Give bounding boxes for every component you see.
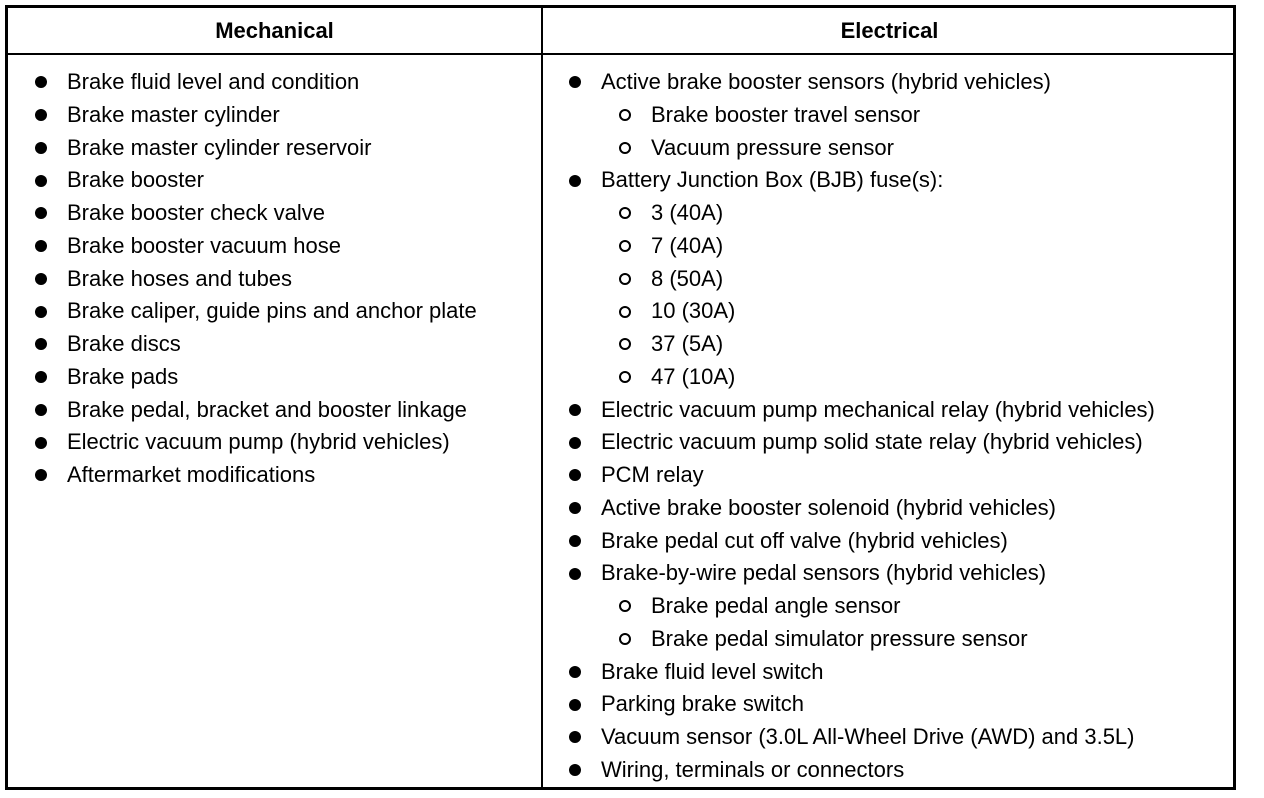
filled-bullet-icon (35, 109, 47, 121)
mechanical-item-text: Brake booster check valve (67, 200, 326, 225)
filled-bullet-icon (35, 371, 47, 383)
hollow-bullet-icon (619, 600, 631, 612)
filled-bullet-icon (569, 76, 581, 88)
electrical-item-text: Brake pedal cut off valve (hybrid vehicles) (601, 527, 1008, 553)
electrical-item-text: 10 (30A) (651, 298, 736, 324)
mechanical-item-text: Brake fluid level and condition (67, 69, 360, 94)
filled-bullet-icon (35, 175, 47, 187)
electrical-item-text: Vacuum sensor (3.0L All-Wheel Drive (AWD) and 3.5L) (601, 724, 1135, 749)
filled-bullet-icon (35, 306, 47, 318)
electrical-item-text: Active brake booster sensors (hybrid vehicles) (601, 69, 1051, 94)
mechanical-item-text: Brake pedal, bracket and booster linkage (67, 396, 467, 422)
electrical-item-text: 8 (50A) (651, 265, 724, 291)
filled-bullet-icon (569, 175, 581, 187)
electrical-item-text: 7 (40A) (651, 232, 724, 258)
filled-bullet-icon (35, 142, 47, 154)
hollow-bullet-icon (619, 240, 631, 252)
electrical-item-text: Brake-by-wire pedal sensors (hybrid vehicles) (601, 560, 1047, 586)
mechanical-item-text: Brake discs (67, 331, 181, 356)
mechanical-item-text: Brake hoses and tubes (67, 265, 293, 291)
electrical-item-text: 37 (5A) (651, 331, 724, 356)
filled-bullet-icon (35, 437, 47, 449)
hollow-bullet-icon (619, 142, 631, 154)
hollow-bullet-icon (619, 371, 631, 383)
filled-bullet-icon (35, 76, 47, 88)
electrical-item-text: Active brake booster solenoid (hybrid vehicles) (601, 494, 1056, 520)
electrical-item-text: Brake fluid level switch (601, 658, 824, 684)
mechanical-item-text: Electric vacuum pump (hybrid vehicles) (67, 429, 450, 455)
hollow-bullet-icon (619, 109, 631, 121)
electrical-item-text: Electric vacuum pump mechanical relay (hybrid vehicles) (601, 396, 1155, 422)
electrical-item-text: Brake pedal simulator pressure sensor (651, 625, 1028, 651)
mechanical-item-text: Brake caliper, guide pins and anchor plate (67, 298, 477, 324)
electrical-item-text: Brake pedal angle sensor (651, 593, 901, 618)
electrical-item-text: Parking brake switch (601, 691, 804, 717)
column-divider (541, 8, 543, 787)
electrical-item-text: 47 (10A) (651, 363, 736, 389)
hollow-bullet-icon (619, 273, 631, 285)
mechanical-item-text: Brake pads (67, 363, 179, 389)
filled-bullet-icon (35, 404, 47, 416)
filled-bullet-icon (569, 469, 581, 481)
hollow-bullet-icon (619, 633, 631, 645)
filled-bullet-icon (569, 535, 581, 547)
mechanical-item-text: Brake master cylinder (67, 101, 280, 127)
hollow-bullet-icon (619, 338, 631, 350)
electrical-item-text: Vacuum pressure sensor (651, 134, 894, 160)
filled-bullet-icon (35, 273, 47, 285)
mechanical-item-text: Brake booster vacuum hose (67, 232, 341, 258)
electrical-item-text: PCM relay (601, 462, 704, 487)
header-divider (8, 53, 1233, 55)
filled-bullet-icon (35, 207, 47, 219)
filled-bullet-icon (35, 338, 47, 350)
hollow-bullet-icon (619, 207, 631, 219)
mechanical-item-text: Aftermarket modifications (67, 462, 316, 487)
filled-bullet-icon (35, 469, 47, 481)
filled-bullet-icon (569, 437, 581, 449)
electrical-item-text: 3 (40A) (651, 200, 724, 225)
header-mechanical: Mechanical (215, 17, 334, 43)
filled-bullet-icon (569, 568, 581, 580)
diagnosis-table (5, 5, 1236, 790)
filled-bullet-icon (569, 731, 581, 743)
filled-bullet-icon (569, 699, 581, 711)
electrical-item-text: Brake booster travel sensor (651, 101, 921, 127)
filled-bullet-icon (35, 240, 47, 252)
mechanical-item-text: Brake master cylinder reservoir (67, 134, 372, 160)
filled-bullet-icon (569, 404, 581, 416)
filled-bullet-icon (569, 764, 581, 776)
filled-bullet-icon (569, 502, 581, 514)
electrical-item-text: Wiring, terminals or connectors (601, 756, 905, 782)
electrical-item-text: Battery Junction Box (BJB) fuse(s): (601, 167, 944, 193)
mechanical-item-text: Brake booster (67, 167, 204, 193)
header-electrical: Electrical (840, 17, 939, 43)
electrical-item-text: Electric vacuum pump solid state relay (hybrid vehicles) (601, 429, 1143, 455)
hollow-bullet-icon (619, 306, 631, 318)
filled-bullet-icon (569, 666, 581, 678)
